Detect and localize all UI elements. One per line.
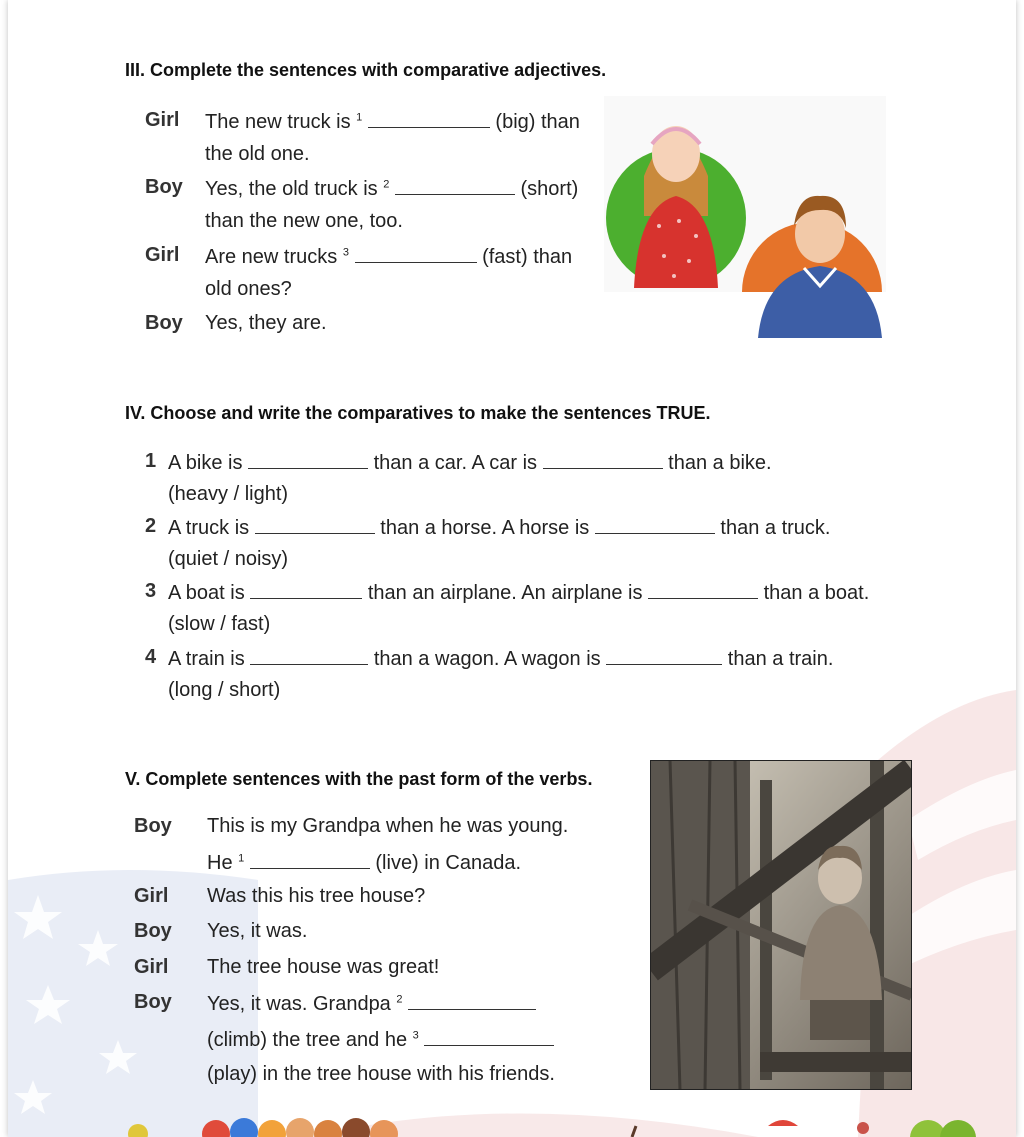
answer-blank[interactable]: [250, 646, 368, 665]
speaker-label: Girl: [134, 885, 169, 907]
speaker-label: Girl: [145, 244, 180, 266]
exercise-line: A train is than a wagon. A wagon is than a train.: [168, 648, 834, 670]
dialog-line: (climb) the tree and he $^3$: [207, 1027, 554, 1052]
decorative-border: [8, 1108, 1016, 1137]
section-3-title: III. Complete the sentences with comparative adjectives.: [125, 60, 607, 80]
answer-blank[interactable]: [250, 580, 362, 599]
children-photo: [604, 96, 886, 338]
answer-blank[interactable]: [248, 450, 368, 469]
speaker-label: Boy: [134, 991, 172, 1013]
answer-blank[interactable]: [368, 109, 490, 128]
answer-blank[interactable]: [255, 515, 375, 534]
worksheet-page: [8, 0, 1016, 1137]
answer-blank[interactable]: [606, 646, 722, 665]
answer-blank[interactable]: [424, 1027, 554, 1046]
hint-text: (heavy / light): [168, 483, 289, 505]
hint-text: (long / short): [168, 679, 281, 701]
dialog-line: Are new trucks $^3$ (fast) than: [205, 246, 573, 268]
answer-blank[interactable]: [648, 580, 758, 599]
hint-text: (quiet / noisy): [168, 548, 289, 570]
exercise-line: A boat is than an airplane. An airplane is than a boat.: [168, 582, 870, 604]
dialog-line: the old one.: [205, 143, 310, 165]
dialog-line: This is my Grandpa when he was young.: [207, 815, 569, 837]
answer-blank[interactable]: [395, 176, 515, 195]
section-4-title: IV. Choose and write the comparatives to make the sentences TRUE.: [125, 403, 711, 423]
dialog-line: (play) in the tree house with his friends.: [207, 1063, 555, 1085]
dialog-line: Yes, the old truck is $^2$ (short): [205, 178, 579, 200]
item-number: 4: [145, 646, 157, 668]
dialog-line: The tree house was great!: [207, 956, 440, 978]
exercise-line: A bike is than a car. A car is than a bike.: [168, 452, 772, 474]
dialog-line: Yes, they are.: [205, 312, 327, 334]
answer-blank[interactable]: [250, 850, 370, 869]
section-5-title: V. Complete sentences with the past form of the verbs.: [125, 769, 593, 789]
dialog-line: The new truck is $^1$ (big) than: [205, 111, 580, 133]
exercise-line: A truck is than a horse. A horse is than a truck.: [168, 517, 831, 539]
speaker-label: Boy: [145, 176, 183, 198]
tree-house-photo: [650, 760, 912, 1090]
answer-blank[interactable]: [595, 515, 715, 534]
answer-blank[interactable]: [543, 450, 663, 469]
hint-text: (slow / fast): [168, 613, 271, 635]
dialog-line: Yes, it was. Grandpa $^2$: [207, 991, 536, 1016]
item-number: 3: [145, 580, 157, 602]
dialog-line: He $^1$ (live) in Canada.: [207, 852, 522, 874]
speaker-label: Boy: [145, 312, 183, 334]
item-number: 2: [145, 515, 157, 537]
answer-blank[interactable]: [408, 991, 536, 1010]
dialog-line: old ones?: [205, 278, 292, 300]
speaker-label: Girl: [134, 956, 169, 978]
dialog-line: than the new one, too.: [205, 210, 403, 232]
dialog-line: Was this his tree house?: [207, 885, 426, 907]
dialog-line: Yes, it was.: [207, 920, 308, 942]
speaker-label: Boy: [134, 815, 172, 837]
answer-blank[interactable]: [355, 244, 477, 263]
item-number: 1: [145, 450, 157, 472]
speaker-label: Boy: [134, 920, 172, 942]
speaker-label: Girl: [145, 109, 180, 131]
